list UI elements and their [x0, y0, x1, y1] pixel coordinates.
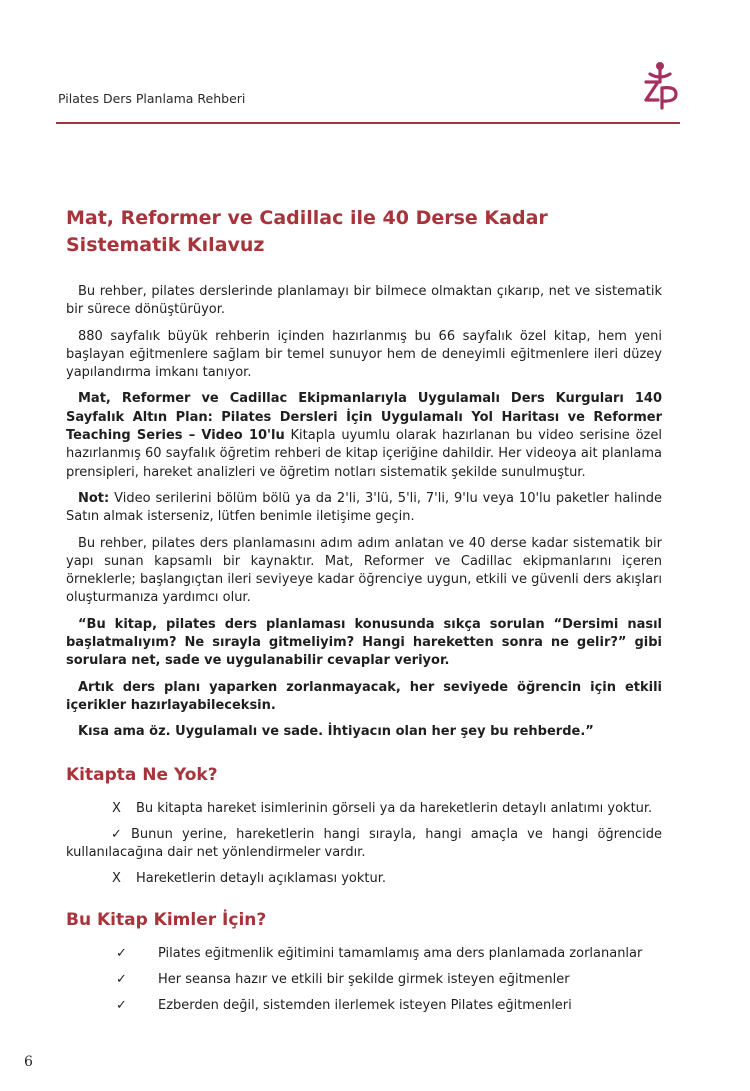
check-icon: ✓: [116, 998, 127, 1014]
quote-paragraph-1: “Bu kitap, pilates ders planlaması konusunda sıkça sorulan “Dersimi nasıl başlatmalıyım? Ne sırayla gitmeliyim? Hangi hareketten sonra ne gelir?” gibi sorulara net, sade ve uygulanabilir cevaplar veriyor.: [66, 616, 662, 669]
list-item: X Bu kitapta hareket isimlerinin görseli ya da hareketlerin detaylı anlatımı yoktur.: [66, 800, 662, 818]
video-series-title: Mat, Reformer ve Cadillac Ekipmanlarıyla Uygulamalı Ders Kurguları 140 Sayfalık Altın Plan: Pilates Dersleri İçin Uygulamalı Yol Haritası ve Reformer Teaching Series – Video 10'lu: [66, 391, 662, 444]
header-title: Pilates Ders Planlama Rehberi: [58, 91, 246, 106]
x-mark-icon: X: [112, 871, 121, 887]
page-title: Mat, Reformer ve Cadillac ile 40 Derse Kadar Sistematik Kılavuz: [66, 207, 548, 256]
list-item: ✓ Bunun yerine, hareketlerin hangi sırayla, hangi amaçla ve hangi öğrencide kullanılacağına dair net yönlendirmeler vardır.: [66, 826, 662, 861]
list-item: ✓ Ezberden değil, sistemden ilerlemek isteyen Pilates eğitmenleri: [66, 997, 662, 1015]
page-content: [66, 205, 662, 1036]
page-number: 6: [24, 1054, 33, 1070]
list-item: ✓ Her seansa hazır ve etkili bir şekilde girmek isteyen eğitmenler: [66, 971, 662, 989]
summary-paragraph: Bu rehber, pilates ders planlamasını adım adım anlatan ve 40 derse kadar sistematik bir yapı sunan kapsamlı bir kaynaktır. Mat, Reformer ve Cadillac ekipmanlarını içeren örneklerle; başlangıçtan ileri seviyeye kadar öğrenciye uygun, etkili ve güvenli ders akışları oluşturmanıza yardımcı olur.: [66, 535, 662, 606]
quote-paragraph-3: Kısa ama öz. Uygulamalı ve sade. İhtiyacın olan her şey bu rehberde.”: [78, 724, 594, 740]
quote-paragraph-2: Artık ders planı yaparken zorlanmayacak, her seviyede öğrencin için etkili içerikler hazırlayabileceksin.: [66, 679, 662, 713]
header-rule: [56, 122, 680, 124]
note-label: Not:: [78, 490, 110, 506]
note-paragraph: Not: Video serilerini bölüm bölü ya da 2'li, 3'lü, 5'li, 7'li, 9'lu veya 10'lu paketler halinde Satın almak isterseniz, lütfen benimle iletişime geçin.: [66, 490, 662, 525]
list-item: X Hareketlerin detaylı açıklaması yoktur.: [66, 870, 662, 888]
check-icon: ✓: [116, 972, 127, 988]
missing-list: [66, 800, 662, 889]
zp-yoga-logo-icon: [638, 58, 682, 112]
check-icon: ✓: [116, 945, 127, 961]
scope-paragraph: 880 sayfalık büyük rehberin içinden hazırlanmış bu 66 sayfalık özel kitap, hem yeni başlayan eğitmenlere sağlam bir temel sunuyor hem de deneyimli eğitmenlere ileri düzey yapılandırma imkanı tanıyor.: [66, 328, 662, 381]
intro-paragraph: Bu rehber, pilates derslerinde planlamayı bir bilmece olmaktan çıkarıp, net ve sistematik bir sürece dönüştürüyor.: [66, 284, 662, 318]
missing-heading: Kitapta Ne Yok?: [66, 764, 218, 785]
audience-list: [66, 945, 662, 1016]
list-item: ✓ Pilates eğitmenlik eğitimini tamamlamış ama ders planlamada zorlananlar: [66, 945, 662, 963]
x-mark-icon: X: [112, 800, 121, 816]
check-icon: ✓: [111, 826, 122, 842]
audience-heading: Bu Kitap Kimler İçin?: [66, 909, 267, 930]
video-series-paragraph: Mat, Reformer ve Cadillac Ekipmanlarıyla Uygulamalı Ders Kurguları 140 Sayfalık Altın Plan: Pilates Dersleri İçin Uygulamalı Yol Haritası ve Reformer Teaching Series – Video 10'lu Kitapla uyumlu olarak hazırlanan bu video serisine özel hazırlanmış 60 sayfalık öğretim rehberi de kitap içeriğine dahildir. Her videoya ait planlama prensipleri, hareket analizleri ve öğretim notları sistematik şekilde sunulmuştur.: [66, 391, 662, 480]
